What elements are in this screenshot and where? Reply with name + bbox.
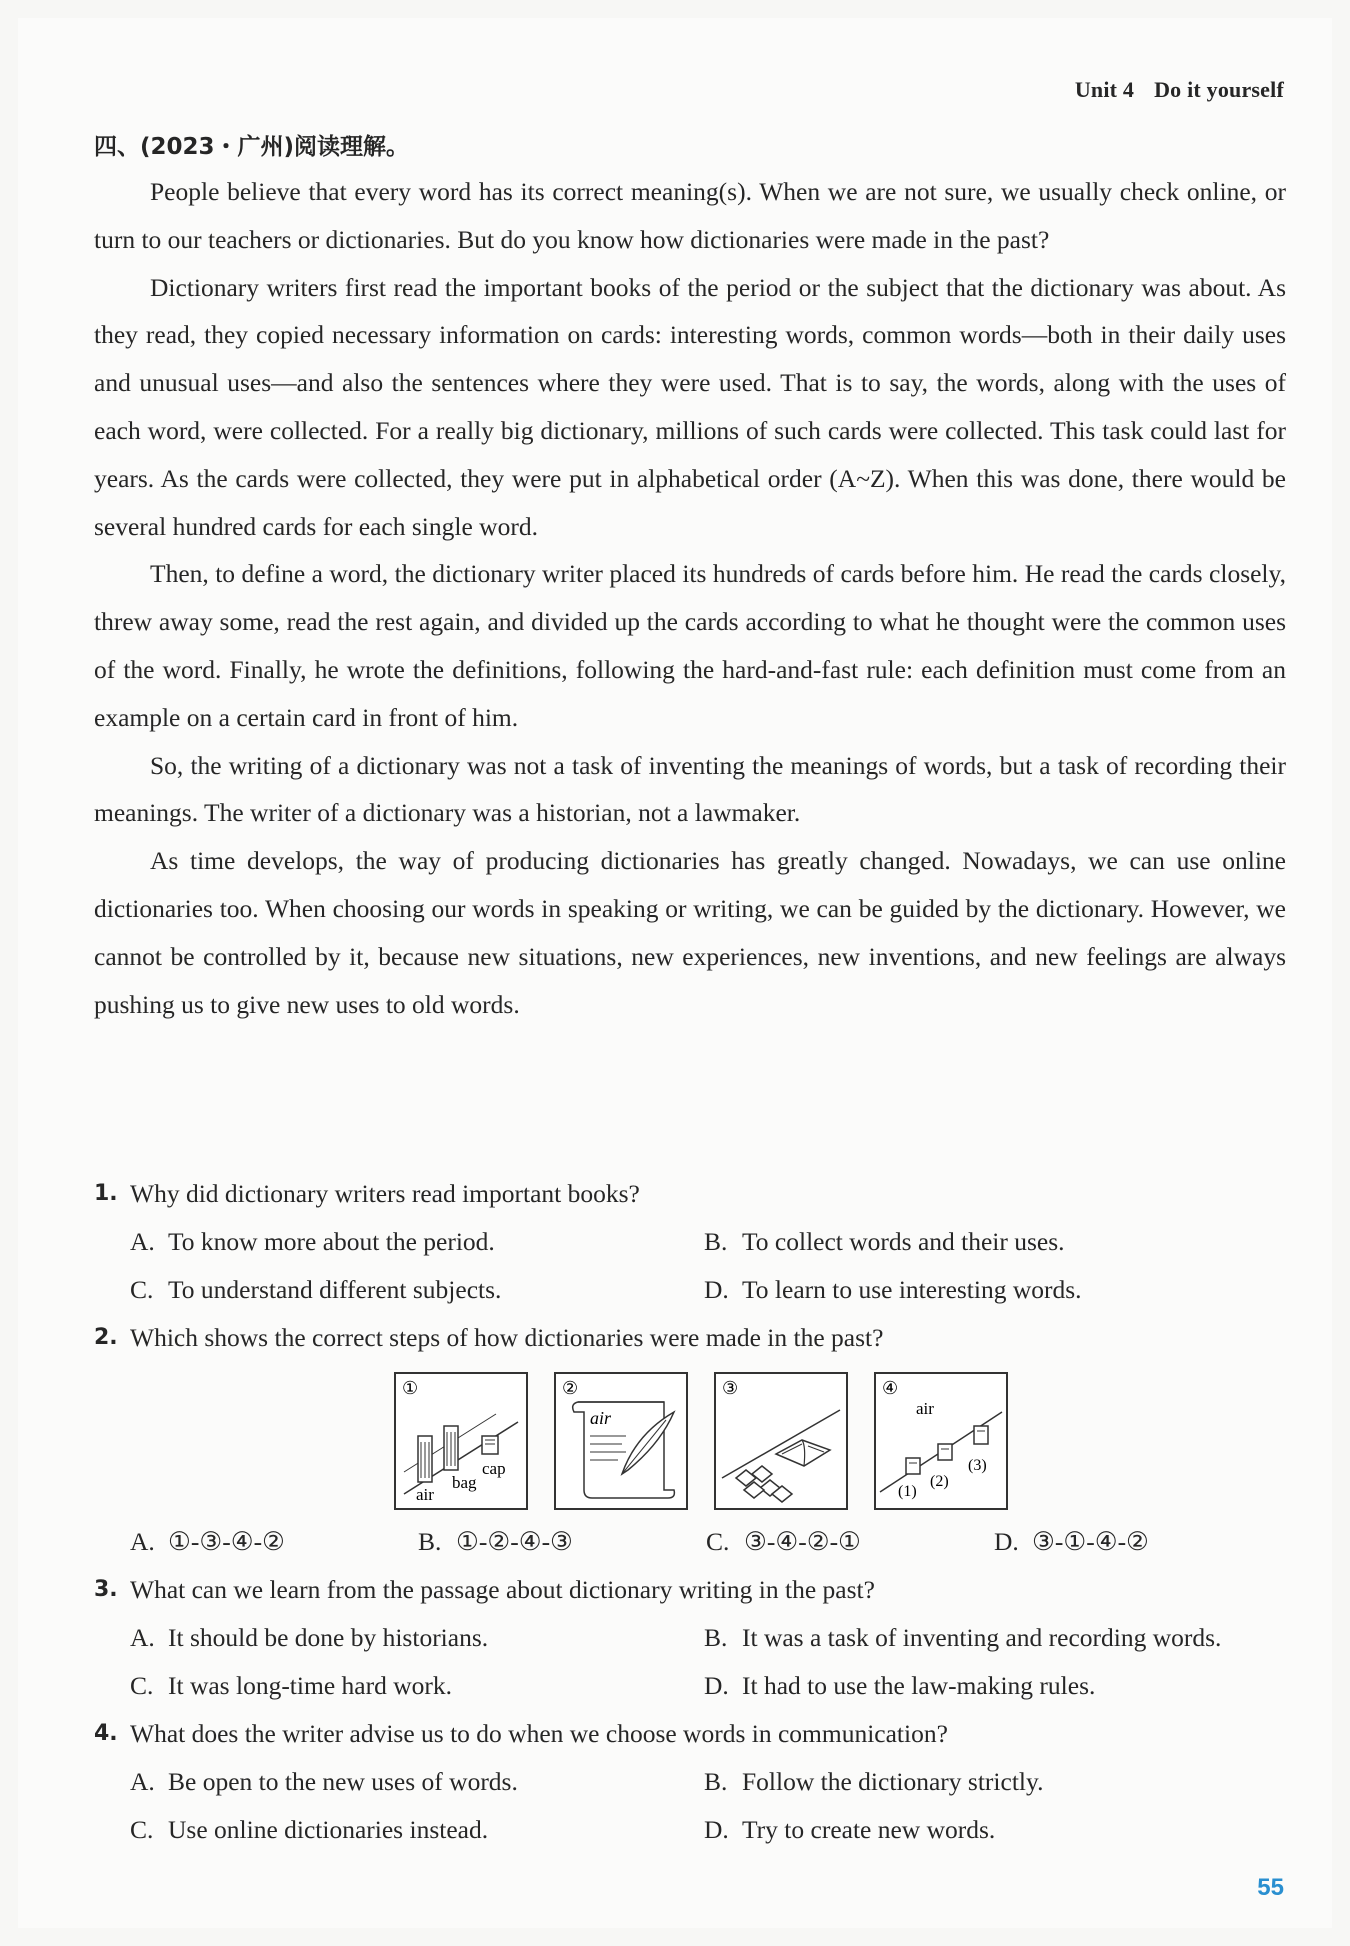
option-label: A. [130,1527,155,1556]
option-d[interactable] [704,1806,1264,1854]
question-number: 4. [94,1721,118,1746]
question-3-stem [94,1566,1286,1614]
option-label: A. [130,1227,155,1256]
picture-number: ④ [882,1378,899,1398]
option-text: ③-④-②-① [744,1527,861,1556]
option-d[interactable] [994,1518,1264,1566]
option-label: D. [704,1815,729,1844]
question-4-stem [94,1710,1286,1758]
option-label: D. [704,1671,729,1700]
question-4-options [94,1758,1286,1854]
picture-label: cap [482,1459,506,1478]
picture-1-card-stacks-icon [394,1372,528,1510]
option-label: B. [704,1227,728,1256]
question-number: 1. [94,1181,118,1206]
option-text: To collect words and their uses. [742,1227,1065,1256]
question-number: 2. [94,1325,118,1350]
option-text: To know more about the period. [168,1227,495,1256]
option-c[interactable] [706,1518,994,1566]
picture-label: bag [452,1473,477,1492]
passage-paragraph: So, the writing of a dictionary was not a task of inventing the meanings of words, but a task of recording their meanings. The writer of a dictionary was a historian, not a lawmaker. [94,750,1286,828]
option-label: C. [130,1275,154,1304]
option-b[interactable] [704,1614,1264,1662]
option-c[interactable] [130,1662,704,1710]
option-label: B. [704,1623,728,1652]
option-b[interactable] [704,1218,1264,1266]
option-label: D. [994,1527,1019,1556]
picture-label: air [590,1408,612,1428]
option-label: A. [130,1623,155,1652]
option-text: Be open to the new uses of words. [168,1767,518,1796]
option-label: B. [418,1527,442,1556]
question-text: What does the writer advise us to do when we choose words in communication? [130,1719,948,1748]
option-text: Follow the dictionary strictly. [742,1767,1044,1796]
question-text: Why did dictionary writers read important books? [130,1179,640,1208]
option-d[interactable] [704,1266,1264,1314]
picture-label: (3) [968,1457,987,1474]
page-number: 55 [1257,1874,1284,1901]
picture-4-sorted-cards-icon [874,1372,1008,1510]
passage-paragraph: Dictionary writers first read the important books of the period or the subject that the dictionary was about. As they read, they copied necessary information on cards: interesting words, common words—both in their daily uses and unusual uses—and also the sentences where they were used. That is to say, the words, along with the uses of each word, were collected. For a really big dictionary, millions of such cards were collected. This task could last for years. As the cards were collected, they were put in alphabetical order (A~Z). When this was done, there would be several hundred cards for each single word. [94,272,1286,541]
picture-label: (1) [898,1483,917,1500]
picture-3-book-cards-icon [714,1372,848,1510]
running-header [1075,77,1284,103]
option-text: It should be done by historians. [168,1623,489,1652]
option-text: To learn to use interesting words. [742,1275,1082,1304]
option-text: It was a task of inventing and recording words. [742,1623,1222,1652]
option-text: ①-③-④-② [168,1527,285,1556]
question-text: Which shows the correct steps of how dictionaries were made in the past? [130,1323,884,1352]
picture-2-scroll-quill-icon [554,1372,688,1510]
option-text: Try to create new words. [742,1815,996,1844]
question-number: 3. [94,1577,118,1602]
question-2-stem [94,1314,1286,1362]
option-b[interactable] [704,1758,1264,1806]
question-3-options [94,1614,1286,1710]
option-d[interactable] [704,1662,1264,1710]
passage-paragraph: People believe that every word has its correct meaning(s). When we are not sure, we usually check online, or turn to our teachers or dictionaries. But do you know how dictionaries were made in the past? [94,177,1286,254]
option-label: C. [706,1527,730,1556]
picture-number: ② [562,1378,579,1398]
question-1-stem [94,1170,1286,1218]
option-label: C. [130,1671,154,1700]
picture-label: air [916,1399,934,1418]
option-a[interactable] [130,1758,704,1806]
option-c[interactable] [130,1266,704,1314]
question-list [94,1170,1286,1854]
option-a[interactable] [130,1518,418,1566]
option-label: B. [704,1767,728,1796]
option-text: Use online dictionaries instead. [168,1815,489,1844]
question-2-options [94,1518,1286,1566]
option-label: A. [130,1767,155,1796]
option-b[interactable] [418,1518,706,1566]
header-unit: Unit 4 [1074,77,1135,102]
option-a[interactable] [130,1614,704,1662]
option-text: ①-②-④-③ [456,1527,573,1556]
option-text: It was long-time hard work. [168,1671,452,1700]
question-text: What can we learn from the passage about dictionary writing in the past? [130,1575,875,1604]
option-label: C. [130,1815,154,1844]
passage-paragraph: Then, to define a word, the dictionary writer placed its hundreds of cards before him. He read the cards closely, threw away some, read the rest again, and divided up the cards according to what he thought were the common uses of the word. Finally, he wrote the definitions, following the hard-and-fast rule: each definition must come from an example on a certain card in front of him. [94,559,1286,732]
passage-paragraph: As time develops, the way of producing dictionaries has greatly changed. Nowadays, we can use online dictionaries too. When choosing our words in speaking or writing, we can be guided by the dictionary. However, we cannot be controlled by it, because new situations, new experiences, new inventions, and new feelings are always pushing us to give new uses to old words. [94,846,1286,1019]
option-text: To understand different subjects. [168,1275,502,1304]
question-1-options [94,1218,1286,1314]
option-c[interactable] [130,1806,704,1854]
section-title: 四、(2023・广州)阅读理解。 [94,134,410,160]
picture-label: (2) [930,1473,949,1490]
option-text: ③-①-④-② [1032,1527,1149,1556]
picture-label: air [416,1485,434,1504]
reading-passage [94,168,1286,1028]
picture-number: ① [402,1378,419,1398]
option-label: D. [704,1275,729,1304]
option-a[interactable] [130,1218,704,1266]
option-text: It had to use the law-making rules. [742,1671,1096,1700]
step-pictures [94,1362,1286,1518]
header-title: Do it yourself [1154,77,1284,102]
picture-number: ③ [722,1378,739,1398]
